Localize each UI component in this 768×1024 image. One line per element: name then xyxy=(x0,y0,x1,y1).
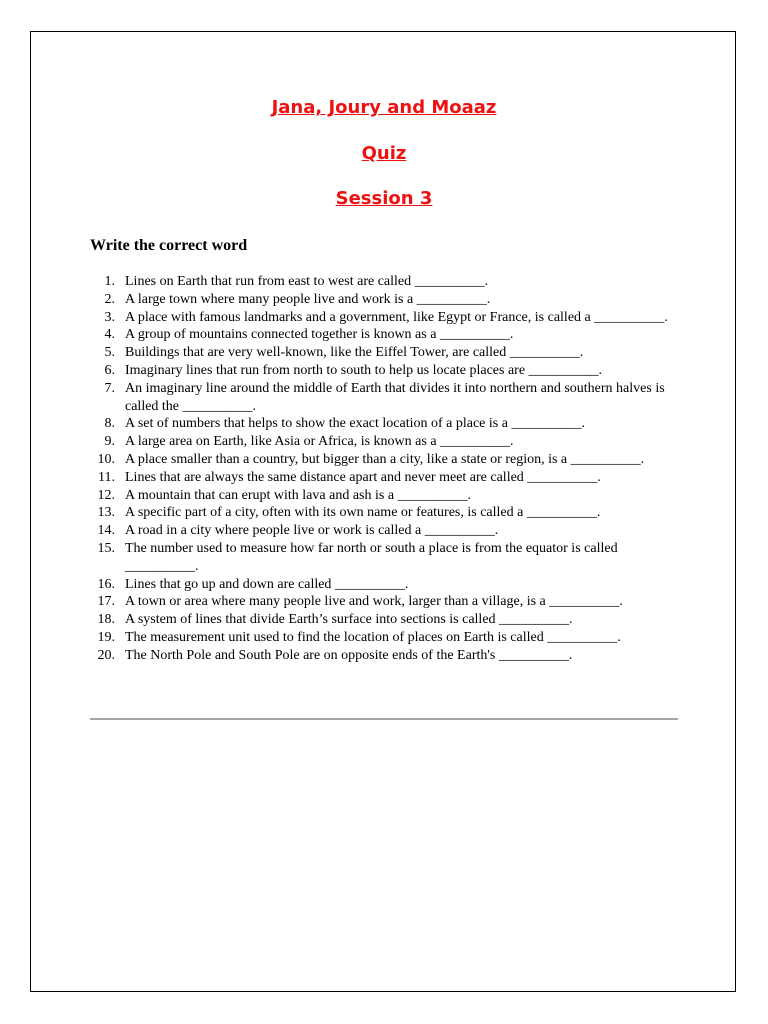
question-item xyxy=(90,504,680,522)
question-number: 9. xyxy=(104,434,115,450)
question-number: 1. xyxy=(104,274,115,289)
question-text: Buildings that are very well-known, like the Eiffel Tower, are called __________. xyxy=(125,345,584,361)
question-text: An imaginary line around the middle of Earth that divides it into northern and southern halves is called the __________. xyxy=(125,380,665,414)
question-list xyxy=(90,273,680,665)
question-text: The measurement unit used to find the location of places on Earth is called __________. xyxy=(125,629,621,645)
question-text: A road in a city where people live or work is called a __________. xyxy=(125,523,499,539)
question-number: 14. xyxy=(97,523,115,539)
horizontal-rule xyxy=(90,718,678,720)
question-item xyxy=(90,611,680,629)
question-item xyxy=(90,344,680,362)
question-text: The North Pole and South Pole are on opposite ends of the Earth's __________. xyxy=(125,647,573,663)
question-text: A place smaller than a country, but bigger than a city, like a state or region, is a __________. xyxy=(125,451,645,467)
instruction-heading: Write the correct word xyxy=(90,237,248,254)
question-item xyxy=(90,487,680,505)
question-number: 17. xyxy=(97,594,115,610)
session-title: Session 3 xyxy=(335,188,433,209)
question-item xyxy=(90,629,680,647)
question-text: Imaginary lines that run from north to south to help us locate places are __________. xyxy=(125,362,603,378)
question-text: A town or area where many people live and work, larger than a village, is a __________. xyxy=(125,594,623,610)
question-number: 5. xyxy=(104,345,115,361)
question-item xyxy=(90,309,680,327)
question-text: A specific part of a city, often with its own name or features, is called a __________. xyxy=(125,505,601,521)
question-text: A large area on Earth, like Asia or Africa, is known as a __________. xyxy=(125,434,514,450)
question-item xyxy=(90,522,680,540)
question-item xyxy=(90,291,680,309)
question-number: 11. xyxy=(98,469,115,485)
question-number: 18. xyxy=(97,612,115,628)
quiz-authors-title: Jana, Joury and Moaaz xyxy=(271,97,497,118)
question-text: A mountain that can erupt with lava and ash is a __________. xyxy=(125,487,472,503)
question-number: 10. xyxy=(97,451,115,467)
quiz-title: Quiz xyxy=(361,143,407,164)
question-item xyxy=(90,415,680,433)
question-number: 16. xyxy=(97,576,115,592)
question-number: 15. xyxy=(97,540,115,556)
question-text: A place with famous landmarks and a government, like Egypt or France, is called a __________. xyxy=(125,309,668,325)
question-text: Lines on Earth that run from east to west are called __________. xyxy=(125,274,489,289)
question-text: A group of mountains connected together is known as a __________. xyxy=(125,327,514,343)
question-number: 7. xyxy=(104,380,115,396)
question-number: 8. xyxy=(104,416,115,432)
question-number: 6. xyxy=(104,362,115,378)
question-item xyxy=(90,326,680,344)
question-number: 3. xyxy=(104,309,115,325)
question-item xyxy=(90,451,680,469)
question-text: Lines that are always the same distance apart and never meet are called __________. xyxy=(125,469,601,485)
question-item xyxy=(90,273,680,291)
question-text: A set of numbers that helps to show the exact location of a place is a __________. xyxy=(125,416,585,432)
question-number: 12. xyxy=(97,487,115,503)
question-number: 13. xyxy=(97,505,115,521)
question-text: A large town where many people live and work is a __________. xyxy=(125,291,491,307)
question-number: 19. xyxy=(97,629,115,645)
question-number: 4. xyxy=(104,327,115,343)
question-item xyxy=(90,576,680,594)
question-item xyxy=(90,469,680,487)
question-item xyxy=(90,362,680,380)
question-text: The number used to measure how far north or south a place is from the equator is called __________. xyxy=(125,540,618,574)
question-item xyxy=(90,380,680,416)
question-item xyxy=(90,540,680,576)
question-item xyxy=(90,433,680,451)
question-number: 20. xyxy=(97,647,115,663)
question-item xyxy=(90,593,680,611)
question-number: 2. xyxy=(104,291,115,307)
question-text: Lines that go up and down are called __________. xyxy=(125,576,409,592)
question-item xyxy=(90,647,680,665)
question-text: A system of lines that divide Earth’s surface into sections is called __________. xyxy=(125,612,573,628)
